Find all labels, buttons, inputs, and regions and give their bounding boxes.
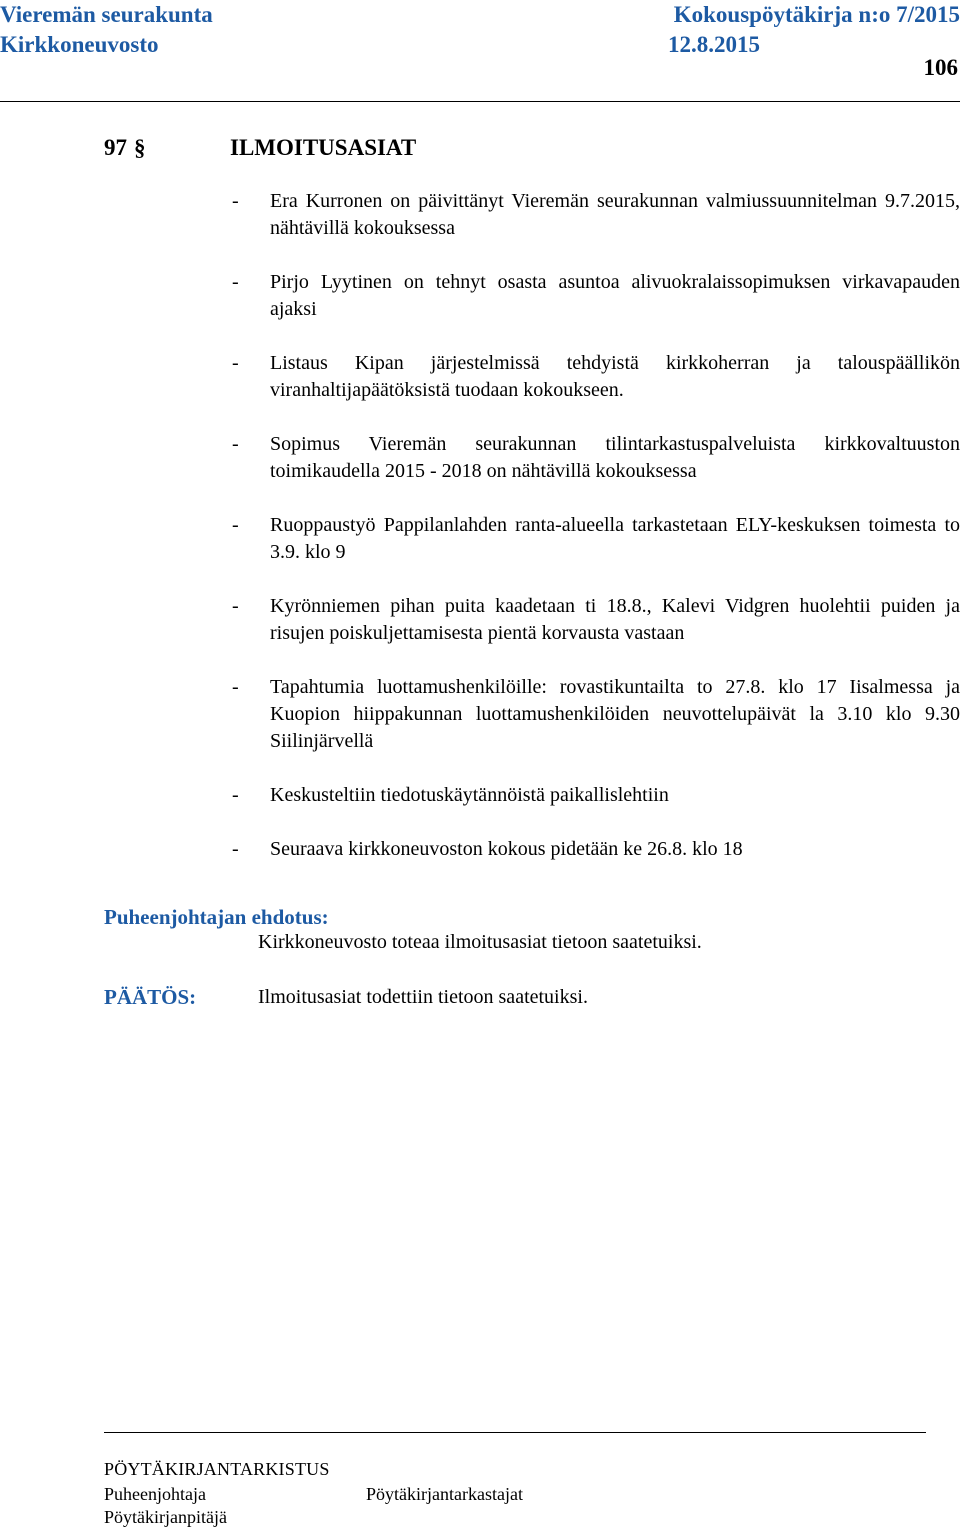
list-item-text: Era Kurronen on päivittänyt Vieremän seurakunnan valmiussuunnitelman 9.7.2015, nähtävillä kokouksessa bbox=[270, 190, 960, 239]
list-dash: - bbox=[232, 433, 239, 455]
proposal-text: Kirkkoneuvosto toteaa ilmoitusasiat tietoon saatetuiksi. bbox=[258, 931, 702, 953]
section-symbol: § bbox=[134, 135, 146, 160]
list-item bbox=[232, 836, 960, 863]
list-dash: - bbox=[232, 514, 239, 536]
list-item-text: Keskusteltiin tiedotuskäytännöistä paikallislehtiin bbox=[270, 784, 669, 806]
list-item bbox=[232, 512, 960, 566]
org-name: Vieremän seurakunta bbox=[0, 2, 213, 27]
list-item bbox=[232, 188, 960, 242]
list-item-text: Sopimus Vieremän seurakunnan tilintarkastuspalveluista kirkkovaltuuston toimikaudella 2015 - 2018 on nähtävillä kokouksessa bbox=[270, 433, 960, 482]
document-title: Kokouspöytäkirja n:o 7/2015 bbox=[673, 2, 960, 27]
header-left bbox=[0, 0, 213, 60]
list-item-text: Ruoppaustyö Pappilanlahden ranta-alueella tarkastetaan ELY-keskuksen toimesta to 3.9. klo 9 bbox=[270, 514, 960, 563]
decision-text: Ilmoitusasiat todettiin tietoon saatetuiksi. bbox=[258, 986, 588, 1008]
list-item-text: Kyrönniemen pihan puita kaadetaan ti 18.8., Kalevi Vidgren huolehtii puiden ja risujen poiskuljettamisesta pientä korvausta vastaan bbox=[270, 595, 960, 644]
list-dash: - bbox=[232, 676, 239, 698]
list-item bbox=[232, 782, 960, 809]
list-item-text: Listaus Kipan järjestelmissä tehdyistä kirkkoherran ja talouspäällikön viranhaltijapäätöksistä tuodaan kokoukseen. bbox=[270, 352, 960, 401]
footer-title: PÖYTÄKIRJANTARKISTUS bbox=[104, 1459, 330, 1479]
header-right bbox=[668, 0, 960, 60]
section-title: ILMOITUSASIAT bbox=[230, 135, 417, 160]
list-dash: - bbox=[232, 838, 239, 860]
announcement-list bbox=[232, 188, 960, 890]
list-dash: - bbox=[232, 190, 239, 212]
list-dash: - bbox=[232, 271, 239, 293]
meeting-body: Kirkkoneuvosto bbox=[0, 32, 159, 57]
footer-divider bbox=[104, 1432, 926, 1433]
list-item-text: Pirjo Lyytinen on tehnyt osasta asuntoa alivuokralaissopimuksen virkavapauden ajaksi bbox=[270, 271, 960, 320]
section-heading bbox=[104, 134, 416, 162]
list-dash: - bbox=[232, 352, 239, 374]
list-item-text: Seuraava kirkkoneuvoston kokous pidetään ke 26.8. klo 18 bbox=[270, 838, 743, 860]
list-dash: - bbox=[232, 784, 239, 806]
list-item bbox=[232, 350, 960, 404]
meeting-date: 12.8.2015 bbox=[668, 32, 760, 57]
signature-chair-label: Puheenjohtaja bbox=[104, 1484, 206, 1504]
signature-secretary-label: Pöytäkirjanpitäjä bbox=[104, 1507, 227, 1527]
proposal-label: Puheenjohtajan ehdotus: bbox=[104, 905, 329, 929]
list-item bbox=[232, 431, 960, 485]
list-dash: - bbox=[232, 595, 239, 617]
section-number: 97 bbox=[104, 135, 127, 160]
list-item-text: Tapahtumia luottamushenkilöille: rovastikuntailta to 27.8. klo 17 Iisalmessa ja Kuopion hiippakunnan luottamushenkilöiden neuvottelupäivät la 3.10 klo 9.30 Siilinjärvellä bbox=[270, 676, 960, 752]
list-item bbox=[232, 269, 960, 323]
list-item bbox=[232, 674, 960, 755]
list-item bbox=[232, 593, 960, 647]
header-divider bbox=[0, 101, 960, 102]
page-number: 106 bbox=[923, 55, 958, 80]
signature-checkers-label: Pöytäkirjantarkastajat bbox=[366, 1484, 523, 1504]
decision-label: PÄÄTÖS: bbox=[104, 985, 197, 1009]
